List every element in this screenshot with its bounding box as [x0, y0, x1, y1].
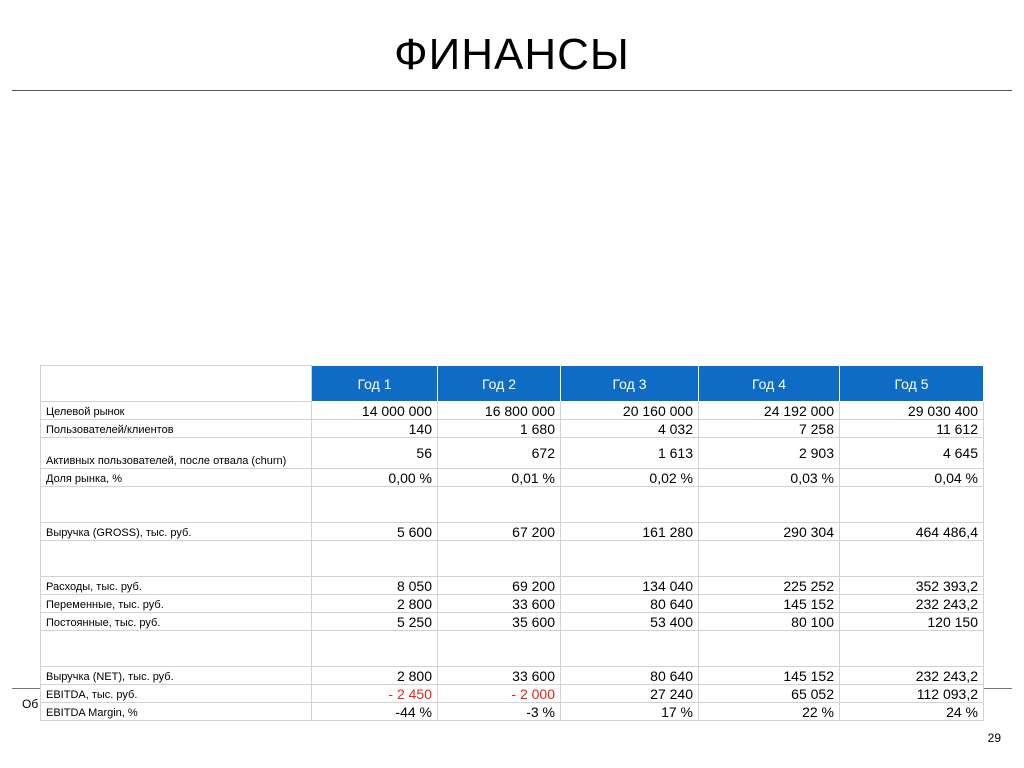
value-cell: 33 600: [438, 667, 561, 685]
value-cell: 225 252: [699, 577, 840, 595]
table-header-row: [41, 366, 984, 402]
year-header: Год 4: [699, 366, 840, 402]
finance-table: [40, 365, 984, 721]
value-cell: 27 240: [561, 685, 699, 703]
value-cell: 4 032: [561, 420, 699, 438]
table-row: [41, 613, 984, 631]
value-cell: 14 000 000: [312, 402, 438, 420]
value-cell: 29 030 400: [840, 402, 984, 420]
value-cell: 672: [438, 438, 561, 469]
row-label: Расходы, тыс. руб.: [41, 577, 312, 595]
table-row: [41, 402, 984, 420]
value-cell: 35 600: [438, 613, 561, 631]
value-cell: 22 %: [699, 703, 840, 721]
header-blank-cell: [41, 366, 312, 402]
year-header: Год 3: [561, 366, 699, 402]
footer-text: Об: [22, 697, 39, 711]
table-row: [41, 685, 984, 703]
value-cell: 290 304: [699, 523, 840, 541]
value-cell: 161 280: [561, 523, 699, 541]
year-header: Год 5: [840, 366, 984, 402]
row-label: Пользователей/клиентов: [41, 420, 312, 438]
value-cell: 2 800: [312, 667, 438, 685]
row-label: Переменные, тыс. руб.: [41, 595, 312, 613]
value-cell: 53 400: [561, 613, 699, 631]
value-cell: 11 612: [840, 420, 984, 438]
value-cell: 24 192 000: [699, 402, 840, 420]
year-header: Год 1: [312, 366, 438, 402]
spacer-row: [41, 541, 984, 577]
row-label: Постоянные, тыс. руб.: [41, 613, 312, 631]
value-cell: 80 640: [561, 667, 699, 685]
value-cell: 7 258: [699, 420, 840, 438]
row-label: EBITDA, тыс. руб.: [41, 685, 312, 703]
value-cell: 20 160 000: [561, 402, 699, 420]
value-cell: 33 600: [438, 595, 561, 613]
value-cell: 352 393,2: [840, 577, 984, 595]
table-row: [41, 595, 984, 613]
value-cell: 0,04 %: [840, 469, 984, 487]
value-cell: 140: [312, 420, 438, 438]
value-cell: 145 152: [699, 667, 840, 685]
value-cell: 80 640: [561, 595, 699, 613]
value-cell: 0,00 %: [312, 469, 438, 487]
slide-title: ФИНАНСЫ: [394, 30, 630, 79]
value-cell: 56: [312, 438, 438, 469]
value-cell: 16 800 000: [438, 402, 561, 420]
value-cell: 0,02 %: [561, 469, 699, 487]
value-cell: 232 243,2: [840, 595, 984, 613]
value-cell: 4 645: [840, 438, 984, 469]
value-cell: 145 152: [699, 595, 840, 613]
value-cell: 112 093,2: [840, 685, 984, 703]
value-cell-negative: - 2 000: [438, 685, 561, 703]
table-row: [41, 523, 984, 541]
value-cell: 2 903: [699, 438, 840, 469]
row-label: Активных пользователей, после отвала (churn): [41, 438, 312, 469]
value-cell: 134 040: [561, 577, 699, 595]
spacer-row: [41, 631, 984, 667]
table-row: [41, 438, 984, 469]
row-label: Целевой рынок: [41, 402, 312, 420]
title-divider: [12, 90, 1012, 91]
value-cell: 2 800: [312, 595, 438, 613]
value-cell: 0,01 %: [438, 469, 561, 487]
value-cell: 0,03 %: [699, 469, 840, 487]
row-label: Доля рынка, %: [41, 469, 312, 487]
value-cell: 80 100: [699, 613, 840, 631]
page-number: 29: [987, 731, 1001, 745]
row-label: Выручка (NET), тыс. руб.: [41, 667, 312, 685]
value-cell: -44 %: [312, 703, 438, 721]
row-label: EBITDA Margin, %: [41, 703, 312, 721]
spacer-row: [41, 487, 984, 523]
value-cell: 464 486,4: [840, 523, 984, 541]
table-row: [41, 667, 984, 685]
table-row: [41, 469, 984, 487]
value-cell: 120 150: [840, 613, 984, 631]
value-cell: 5 600: [312, 523, 438, 541]
value-cell: 17 %: [561, 703, 699, 721]
table-row: [41, 420, 984, 438]
year-header: Год 2: [438, 366, 561, 402]
row-label: Выручка (GROSS), тыс. руб.: [41, 523, 312, 541]
value-cell-negative: - 2 450: [312, 685, 438, 703]
value-cell: 1 680: [438, 420, 561, 438]
value-cell: 24 %: [840, 703, 984, 721]
value-cell: 65 052: [699, 685, 840, 703]
value-cell: 5 250: [312, 613, 438, 631]
value-cell: 8 050: [312, 577, 438, 595]
value-cell: 67 200: [438, 523, 561, 541]
table-row: [41, 577, 984, 595]
value-cell: 1 613: [561, 438, 699, 469]
value-cell: -3 %: [438, 703, 561, 721]
table-row: [41, 703, 984, 721]
value-cell: 69 200: [438, 577, 561, 595]
value-cell: 232 243,2: [840, 667, 984, 685]
